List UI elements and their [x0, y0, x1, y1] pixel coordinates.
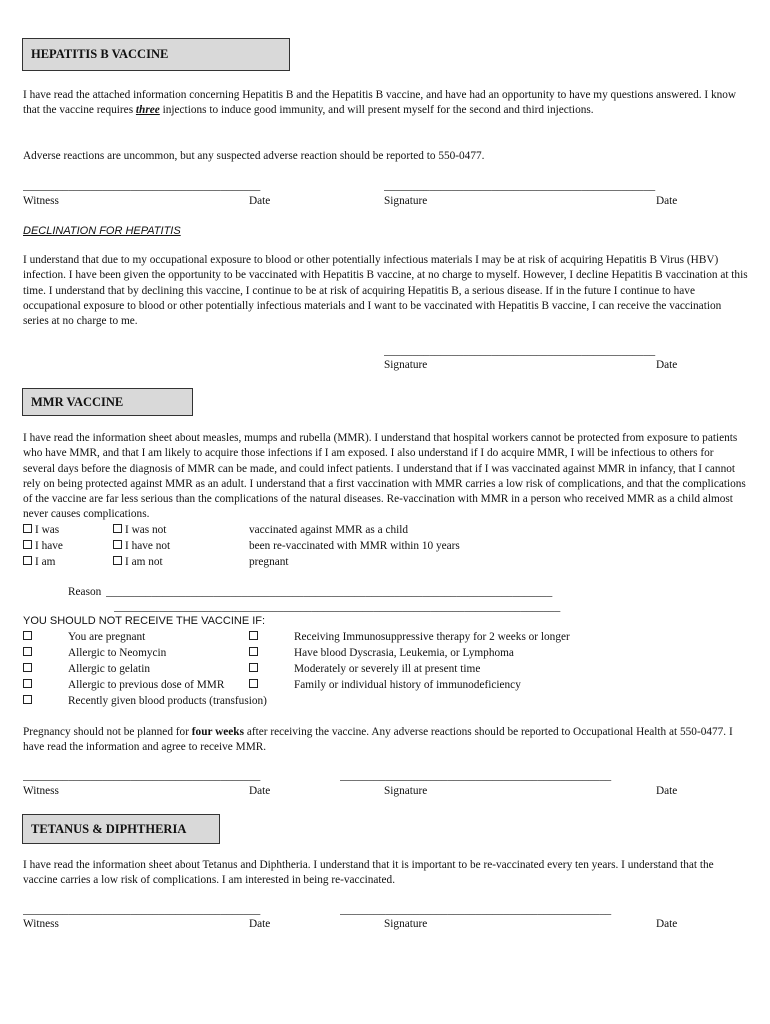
checkbox-icon [249, 663, 258, 672]
mmr-choice-text-pregnant: pregnant [249, 556, 289, 568]
checkbox-icon [23, 524, 32, 533]
mmr-choice-text-vaccinated: vaccinated against MMR as a child [249, 524, 409, 536]
contra-gelatin: Allergic to gelatin [68, 663, 150, 675]
tetanus-header [22, 814, 220, 844]
mmr-choice-i-have[interactable]: I have [23, 540, 63, 552]
mmr-consent-text: I have read the information sheet about measles, mumps and rubella (MMR). I understand that hospital workers cannot be protected from exposure to patients who have MMR, and that I am likely to acquire those infections if I am exposed. I also understand if I do acquire MMR, I will be infectious to others for several days before the diagnosis of MMR can be made, and could infect patients. I understand that if I was vaccinated against MMR in infancy, that I cannot rely on being protected against MMR as an adult. I understand that a first vaccination with MMR carries a low risk of complications, and that the complications of the vaccine are far less serious than the complications of the natural diseases. Re-vaccination with MMR in a person who received MMR as a child almost never causes complications. [23, 432, 746, 521]
declination-signature-label: Signature [384, 359, 428, 371]
hepb-signature-label: Signature [384, 195, 428, 207]
adverse-reaction-notice: Adverse reactions are uncommon, but any suspected adverse reaction should be reported to 550-0477. [23, 150, 485, 162]
contra-ill: Moderately or severely ill at present time [294, 663, 481, 675]
contra-checkbox-immunosuppressive[interactable] [249, 631, 261, 643]
mmr-signature-line[interactable]: ________________________________________________ [340, 770, 612, 782]
checkbox-icon [23, 540, 32, 549]
checkbox-icon [249, 679, 258, 688]
hepb-signature-date-label: Date [656, 195, 678, 207]
tetanus-witness-line[interactable]: __________________________________________ [23, 904, 261, 916]
mmr-choice-i-have-not[interactable]: I have not [113, 540, 170, 552]
reason-line-1[interactable]: _______________________________________________________________________________ [106, 586, 553, 598]
mmr-witness-label: Witness [23, 785, 59, 797]
checkbox-icon [23, 647, 32, 656]
mmr-choice-i-am[interactable]: I am [23, 556, 55, 568]
tetanus-witness-date-label: Date [249, 918, 271, 930]
mmr-choice-i-was-not[interactable]: I was not [113, 524, 166, 536]
mmr-signature-label: Signature [384, 785, 428, 797]
reason-label: Reason [68, 586, 102, 598]
contra-checkbox-pregnant[interactable] [23, 631, 35, 643]
mmr-header [22, 388, 193, 416]
checkbox-icon [249, 647, 258, 656]
three-injections-emphasis: three [135, 104, 160, 117]
checkbox-icon [23, 556, 32, 565]
hepatitis-b-title: HEPATITIS B VACCINE [31, 47, 169, 61]
contra-blood-products: Recently given blood products (transfusion) [68, 695, 267, 707]
checkbox-icon [113, 556, 122, 565]
contra-checkbox-ill[interactable] [249, 663, 261, 675]
checkbox-icon [113, 524, 122, 533]
hepb-witness-line[interactable]: __________________________________________ [23, 180, 261, 192]
contraindications-heading: YOU SHOULD NOT RECEIVE THE VACCINE IF: [23, 615, 266, 627]
mmr-choice-i-am-not[interactable]: I am not [113, 556, 163, 568]
contra-dyscrasia: Have blood Dyscrasia, Leukemia, or Lymphoma [294, 647, 514, 659]
four-weeks-emphasis: four weeks [191, 726, 244, 738]
contra-previous-dose: Allergic to previous dose of MMR [68, 679, 225, 691]
contra-immunosuppressive: Receiving Immunosuppressive therapy for 2 weeks or longer [294, 631, 570, 643]
mmr-signature-date-label: Date [656, 785, 678, 797]
contra-immunodeficiency: Family or individual history of immunodeficiency [294, 679, 521, 691]
hepb-witness-label: Witness [23, 195, 59, 207]
tetanus-signature-line[interactable]: ________________________________________________ [340, 904, 612, 916]
declination-heading: DECLINATION FOR HEPATITIS [23, 225, 181, 237]
contra-checkbox-immunodeficiency[interactable] [249, 679, 261, 691]
mmr-title: MMR VACCINE [31, 394, 124, 409]
hepatitis-b-consent-text: I have read the attached information concerning Hepatitis B and the Hepatitis B vaccine, and have had an opportunity to have my questions answered. I know that the vaccine requires three injections to induce good immunity, and will present myself for the second and third injections. [23, 89, 737, 117]
declination-signature-line[interactable]: ________________________________________________ [384, 345, 656, 357]
contra-neomycin: Allergic to Neomycin [68, 647, 167, 659]
checkbox-icon [113, 540, 122, 549]
hepatitis-b-header [22, 38, 290, 71]
tetanus-consent-text: I have read the information sheet about Tetanus and Diphtheria. I understand that it is important to be re-vaccinated every ten years. I understand that the vaccine carries a low risk of complications. I am interested in being re-vaccinated. [23, 859, 714, 887]
hepb-signature-line[interactable]: ________________________________________________ [384, 180, 656, 192]
checkbox-icon [23, 695, 32, 704]
mmr-witness-date-label: Date [249, 785, 271, 797]
contra-pregnant: You are pregnant [68, 631, 146, 643]
hepb-witness-date-label: Date [249, 195, 271, 207]
tetanus-signature-date-label: Date [656, 918, 678, 930]
declination-text: I understand that due to my occupational exposure to blood or other potentially infectious materials I may be at risk of acquiring Hepatitis B Virus (HBV) infection. I have been given the opportunity to be vaccinated with Hepatitis B vaccine, at no charge to myself. However, I decline Hepatitis B vaccination at this time. I understand that by declining this vaccine, I continue to be at risk of acquiring Hepatitis B, a serious disease. If in the future I continue to have occupational exposure to blood or other potentially infectious materials and I want to be vaccinated with Hepatitis B vaccine, I can receive the vaccination series at no charge to me. [23, 254, 748, 328]
checkbox-icon [23, 631, 32, 640]
contra-checkbox-neomycin[interactable] [23, 647, 35, 659]
checkbox-icon [249, 631, 258, 640]
tetanus-signature-label: Signature [384, 918, 428, 930]
mmr-witness-line[interactable]: __________________________________________ [23, 770, 261, 782]
contra-checkbox-gelatin[interactable] [23, 663, 35, 675]
checkbox-icon [23, 663, 32, 672]
mmr-choice-i-was[interactable]: I was [23, 524, 59, 536]
mmr-choice-text-revaccinated: been re-vaccinated with MMR within 10 years [249, 540, 460, 552]
pregnancy-notice: Pregnancy should not be planned for four weeks after receiving the vaccine. Any adverse reactions should be reported to Occupational Health at 550-0477. I have read the information and agree to receive MMR. [23, 726, 733, 754]
contra-checkbox-dyscrasia[interactable] [249, 647, 261, 659]
reason-line-2[interactable]: _______________________________________________________________________________ [114, 601, 561, 613]
tetanus-title: TETANUS & DIPHTHERIA [31, 821, 187, 836]
checkbox-icon [23, 679, 32, 688]
tetanus-witness-label: Witness [23, 918, 59, 930]
contra-checkbox-blood-products[interactable] [23, 695, 35, 707]
contra-checkbox-previous-dose[interactable] [23, 679, 35, 691]
declination-date-label: Date [656, 359, 678, 371]
